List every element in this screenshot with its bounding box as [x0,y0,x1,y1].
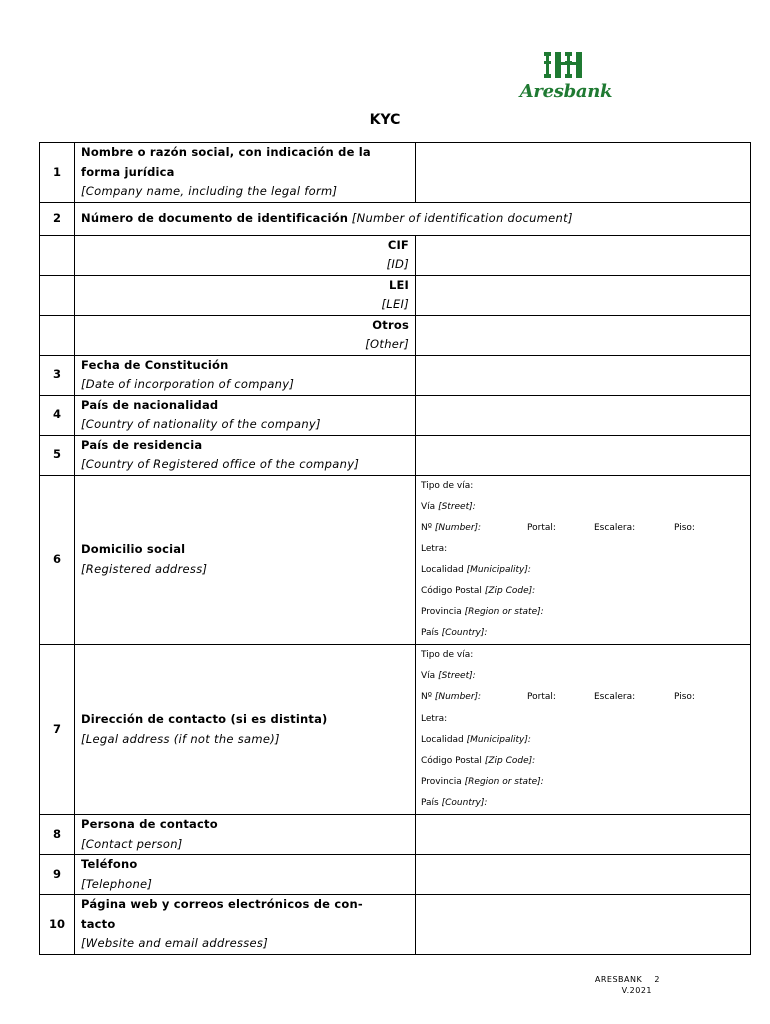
page-footer [588,974,660,996]
label-translation: [Country of nationality of the company] [81,417,321,431]
telephone-field[interactable] [416,855,751,895]
page-number: 2 [654,975,660,984]
row-number: 2 [40,202,75,235]
label-text: tacto [81,916,116,931]
country-label: País [421,797,439,808]
zip-code-label-en: [Zip Code]: [484,755,536,766]
number-label-en: [Number]: [434,692,482,703]
brand-name: Aresbank [519,81,613,102]
municipality-label-en: [Municipality]: [466,564,531,575]
website-email-label [75,895,416,955]
country-label-en: [Country]: [441,797,488,808]
label-text: CIF [387,237,409,252]
other-id-field[interactable] [416,315,751,355]
label-text: Nombre o razón social, con indicación de la [81,145,371,159]
aresbank-emblem-icon [518,48,614,82]
contact-address-field[interactable] [416,645,751,815]
cif-field[interactable] [416,235,751,275]
label-text: Dirección de contacto (si es distinta) [81,712,328,727]
table-row [40,355,751,395]
company-name-label [75,143,416,203]
table-row [40,435,751,475]
row-number-empty [40,315,75,355]
table-row [40,815,751,855]
registered-address-field[interactable] [416,475,751,645]
aresbank-logo [518,48,614,106]
street-label: Vía [421,501,436,512]
footer-version: V.2021 [621,986,652,995]
page-title: KYC [369,112,401,128]
label-translation: [Legal address (if not the same)] [81,731,280,746]
incorporation-date-field[interactable] [416,355,751,395]
row-number: 10 [40,895,75,955]
label-translation: [Date of incorporation of company] [81,377,295,391]
incorporation-date-label [75,355,416,395]
row-number: 6 [40,475,75,645]
contact-person-field[interactable] [416,815,751,855]
street-type-label: Tipo de vía: [421,480,474,491]
cif-label [75,235,416,275]
lei-field[interactable] [416,275,751,315]
municipality-label: Localidad [421,734,464,745]
footer-company: ARESBANK [594,975,643,984]
label-text: Fecha de Constitución [81,357,229,372]
id-document-label [75,202,751,235]
table-row [40,895,751,955]
label-translation: [ID] [386,257,409,271]
row-number: 4 [40,395,75,435]
region-label-en: [Region or state]: [464,607,544,618]
label-translation: [Registered address] [81,561,208,576]
table-row [40,475,751,645]
residence-label [75,435,416,475]
contact-person-label [75,815,416,855]
label-text: País de nacionalidad [81,397,219,412]
label-text: Teléfono [81,857,138,872]
street-label: Vía [421,671,436,682]
country-label-en: [Country]: [441,628,488,639]
country-label: País [421,628,439,639]
label-translation: [Company name, including the legal form] [81,184,338,198]
label-text: Número de documento de identificación [81,210,349,225]
label-text: Otros [372,317,409,332]
staircase-label: Escalera: [594,522,636,533]
letter-label: Letra: [421,713,448,724]
floor-label: Piso: [674,692,695,703]
label-translation: [Country of Registered office of the company] [81,457,360,471]
label-translation: [LEI] [381,297,409,311]
row-number-empty [40,235,75,275]
kyc-form-table [39,142,751,955]
label-text: Página web y correos electrónicos de con- [81,897,363,912]
table-row [40,645,751,815]
table-row [40,395,751,435]
label-translation: [Website and email addresses] [81,936,269,951]
row-number: 3 [40,355,75,395]
label-text: LEI [388,277,409,292]
table-row [40,275,751,315]
registered-address-label [75,475,416,645]
portal-label: Portal: [527,522,556,533]
staircase-label: Escalera: [594,692,636,703]
row-number-empty [40,275,75,315]
zip-code-label: Código Postal [421,755,482,766]
nationality-label [75,395,416,435]
contact-address-label [75,645,416,815]
label-translation: [Number of identification document] [351,210,573,225]
region-label: Provincia [421,607,462,618]
row-number: 5 [40,435,75,475]
label-translation: [Contact person] [81,836,183,851]
table-row [40,202,751,235]
floor-label: Piso: [674,522,695,533]
zip-code-label: Código Postal [421,585,482,596]
row-number: 9 [40,855,75,895]
other-id-label [75,315,416,355]
label-text: Domicilio social [81,542,186,557]
label-text: forma jurídica [81,164,175,179]
lei-label [75,275,416,315]
number-label-en: [Number]: [434,522,482,533]
zip-code-label-en: [Zip Code]: [484,585,536,596]
number-label: Nº [421,692,432,703]
label-text: Persona de contacto [81,817,218,832]
municipality-label: Localidad [421,564,464,575]
street-label-en: [Street]: [438,501,476,512]
street-label-en: [Street]: [438,671,476,682]
table-row [40,855,751,895]
nationality-field[interactable] [416,395,751,435]
letter-label: Letra: [421,543,448,554]
telephone-label [75,855,416,895]
street-type-label: Tipo de vía: [421,650,474,661]
table-row [40,235,751,275]
label-text: País de residencia [81,437,203,452]
row-number: 8 [40,815,75,855]
label-translation: [Telephone] [81,876,153,891]
website-email-field[interactable] [416,895,751,955]
number-label: Nº [421,522,432,533]
region-label: Provincia [421,776,462,787]
row-number: 7 [40,645,75,815]
region-label-en: [Region or state]: [464,776,544,787]
row-number: 1 [40,143,75,203]
company-name-field[interactable] [416,143,751,203]
portal-label: Portal: [527,692,556,703]
label-translation: [Other] [365,337,409,351]
table-row [40,143,751,203]
table-row [40,315,751,355]
residence-field[interactable] [416,435,751,475]
municipality-label-en: [Municipality]: [466,734,531,745]
